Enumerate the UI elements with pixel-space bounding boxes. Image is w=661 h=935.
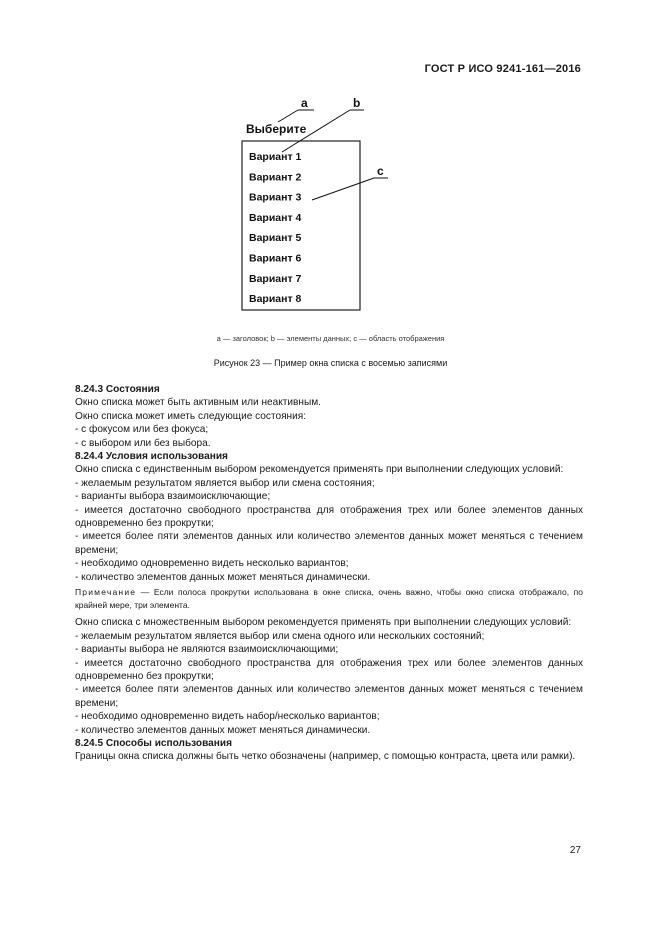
body-text — [75, 383, 583, 764]
document-id: ГОСТ Р ИСО 9241-161—2016 — [424, 63, 581, 75]
states-para-2: Окно списка может иметь следующие состояния: — [75, 410, 307, 422]
usage-intro-1: Окно списка с единственным выбором рекомендуется применять при выполнении следующих условий: — [75, 464, 564, 476]
leader-a — [278, 110, 298, 122]
states-para-1: Окно списка может быть активным или неактивным. — [75, 397, 321, 409]
heading-states: 8.24.3 Состояния — [75, 384, 160, 395]
note-text: — Если полоса прокрутки использована в окне списка, очень важно, чтобы окно списка отображало, по крайней мере, три элемента. — [75, 587, 583, 610]
usage-item: - имеется достаточно свободного пространства для отображения трех или более элементов данных одновременно без прокрутки; — [75, 504, 583, 530]
heading-usage: 8.24.4 Условия использования — [75, 451, 228, 463]
usage-item: - имеется достаточно свободного пространства для отображения трех или более элементов данных одновременно без прокрутки; — [75, 657, 583, 682]
usage-item: - варианты выбора не являются взаимоисключающими; — [75, 644, 339, 656]
list-item: Вариант 2 — [249, 171, 302, 184]
usage-item: - варианты выбора взаимоисключающие; — [75, 491, 271, 503]
usage-item: - имеется более пяти элементов данных или количество элементов данных может меняться с течением времени; — [75, 684, 583, 709]
list-item: Вариант 5 — [249, 232, 302, 245]
list-item: Вариант 7 — [249, 272, 302, 285]
leader-c — [312, 178, 374, 200]
figure-caption: Рисунок 23 — Пример окна списка с восемью записями — [213, 358, 448, 368]
usage-item: - желаемым результатом является выбор или смена одного или нескольких состояний; — [75, 630, 485, 642]
usage-item: - необходимо одновременно видеть несколько вариантов; — [75, 558, 349, 570]
listbox-figure — [0, 0, 661, 330]
methods-para-1: Границы окна списка должны быть четко обозначены (например, с помощью контраста, цвета или рамки). — [75, 751, 576, 763]
list-items — [249, 151, 302, 305]
list-item: Вариант 8 — [249, 293, 302, 306]
list-item: Вариант 3 — [249, 191, 302, 204]
states-item: - с выбором или без выбора. — [75, 437, 211, 449]
label-a: a — [301, 96, 308, 110]
label-b: b — [353, 96, 361, 110]
label-c: c — [377, 164, 384, 178]
list-item: Вариант 1 — [249, 151, 302, 163]
usage-item: - количество элементов данных может меняться динамически. — [75, 571, 371, 583]
usage-item: - желаемым результатом является выбор или смена состояния; — [75, 477, 375, 489]
usage-item: - количество элементов данных может меняться динамически. — [75, 724, 371, 736]
usage-note — [75, 586, 583, 611]
list-item: Вариант 4 — [249, 211, 302, 224]
usage-item: - имеется более пяти элементов данных или количество элементов данных может меняться с течением времени; — [75, 531, 583, 556]
usage-intro-2: Окно списка с множественным выбором рекомендуется применять при выполнении следующих условий: — [75, 617, 572, 629]
note-label: Примечание — [75, 587, 137, 598]
heading-methods: 8.24.5 Способы использования — [75, 737, 232, 749]
states-item: - с фокусом или без фокуса; — [75, 424, 209, 436]
figure-legend: a — заголовок; b — элементы данных; c — область отображения — [216, 334, 445, 343]
list-title: Выберите — [246, 122, 307, 136]
usage-item: - необходимо одновременно видеть набор/несколько вариантов; — [75, 711, 380, 723]
list-item: Вариант 6 — [249, 252, 302, 265]
page-number: 27 — [569, 845, 581, 856]
